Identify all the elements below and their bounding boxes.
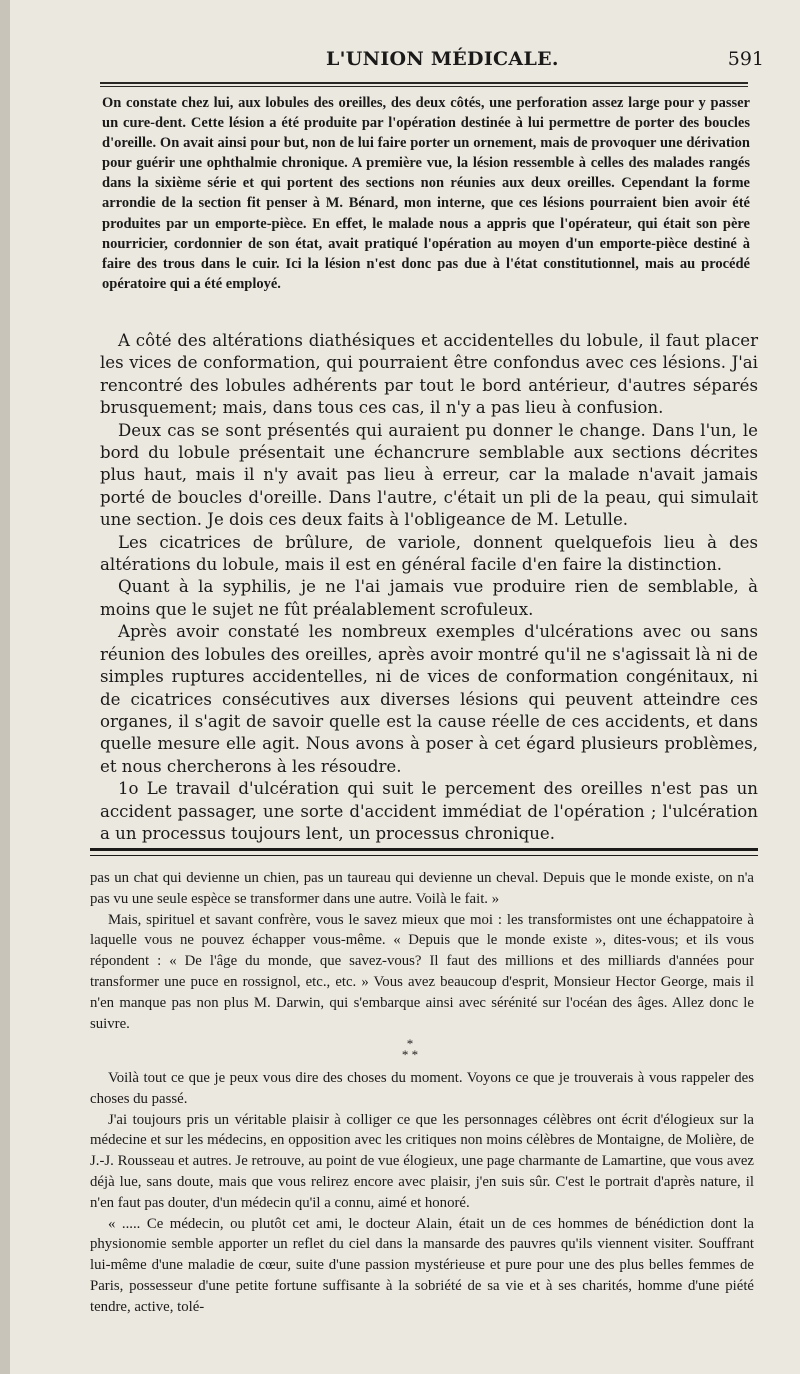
section-separator-stars: * * * (401, 1036, 419, 1062)
body-paragraph-6: 1o Le travail d'ulcération qui suit le percement des oreilles n'est pas un accident passager, une sorte d'accident immédiat de l'opération ; l'ulcération a un processus toujours lent, un processus chronique. (100, 779, 758, 843)
top-paragraph: On constate chez lui, aux lobules des oreilles, des deux côtés, une perforation assez large pour y passer un cure-dent. Cette lésion a été produite par l'opération destinée à lui permettre de porter des boucles d'oreille. On avait ainsi pour but, non de lui faire porter un ornement, mais de provoquer une dérivation pour guérir une ophthalmie chronique. A première vue, la lésion ressemble à celles des malades rangés dans la sixième série et qui portent des sections non réunies aux deux oreilles. Cependant la forme arrondie de la section fit penser à M. Bénard, mon interne, que ces lésions pourraient bien avoir été produites par un emporte-pièce. En effet, le malade nous a appris que l'opérateur, qui était son père nourricier, cordonnier de son état, avait pratiqué l'opération au moyen d'un emporte-pièce destiné à faire des trous dans le cuir. Ici la lésion n'est donc pas due à l'état constitutionnel, mais au procédé opératoire qui a été employé. (102, 95, 750, 292)
feuilleton-paragraph-3: Voilà tout ce que je peux vous dire des choses du moment. Voyons ce que je trouverais à vous rappeler des choses du passé. (90, 1070, 754, 1107)
body-paragraph-5: Après avoir constaté les nombreux exemples d'ulcérations avec ou sans réunion des lobules des oreilles, après avoir montré qu'il ne s'agissait là ni de simples ruptures accidentelles, ni de vices de conformation congénitaux, ni de cicatrices consécutives aux diverses lésions qui peuvent atteindre ces organes, il s'agit de savoir quelle est la cause réelle de ces accidents, et dans quelle mesure elle agit. Nous avons à poser à cet égard plusieurs problèmes, et nous chercherons à les résoudre. (100, 622, 758, 776)
feuilleton-rule-thin (90, 855, 758, 856)
feuilleton-rule (90, 848, 758, 851)
case-report-paragraph (102, 93, 750, 294)
header-rule (100, 82, 748, 84)
page-header (90, 44, 770, 76)
body-paragraph-1: A côté des altérations diathésiques et accidentelles du lobule, il faut placer les vices de conformation, qui pourraient être confondus avec ces lésions. J'ai rencontré des lobules adhérents par tout le bord antérieur, d'autres séparés brusquement; mais, dans tous ces cas, il n'y a pas lieu à confusion. (100, 331, 758, 418)
page-number: 591 (727, 48, 764, 70)
feuilleton-paragraph-4: J'ai toujours pris un véritable plaisir à colliger ce que les personnages célèbres ont écrit d'élogieux sur la médecine et sur les médecins, en opposition avec les critiques non moins célèbres de Montaigne, de Molière, de J.-J. Rousseau et autres. Je retrouve, au point de vue élogieux, une page charmante de Lamartine, que vous avez déjà lue, sans doute, mais que vous relirez encore avec plaisir, j'en suis sûr. C'est le portrait d'après nature, il n'en faut pas douter, d'un médecin qu'il a connu, aimé et honoré. (90, 1111, 754, 1211)
body-paragraph-4: Quant à la syphilis, je ne l'ai jamais vue produire rien de semblable, à moins que le sujet ne fût préalablement scrofuleux. (100, 577, 758, 619)
page-edge (0, 0, 10, 1374)
journal-title: L'UNION MÉDICALE. (326, 48, 559, 70)
feuilleton-paragraph-1: pas un chat qui devienne un chien, pas un taureau qui devienne un cheval. Depuis que le monde existe, on n'a pas vu une seule espèce se transformer dans une autre. Voilà le fait. » (90, 870, 754, 907)
feuilleton-paragraph-2: Mais, spirituel et savant confrère, vous le savez mieux que moi : les transformistes ont une échappatoire à laquelle vous ne pouvez échapper vous-même. « Depuis que le monde existe », dites-vous; et ils vous répondent : « De l'âge du monde, que savez-vous? Il faut des millions et des milliards d'années pour transformer une puce en rossignol, etc., etc. » Vous avez beaucoup d'esprit, Monsieur Hector George, mais il n'en manque pas non plus M. Darwin, qui s'embarque ainsi avec sérénité sur l'océan des âges. Allez donc le suivre. (90, 911, 754, 1032)
feuilleton-part-1 (90, 868, 754, 1034)
article-body (100, 330, 758, 845)
feuilleton-paragraph-5: « ..... Ce médecin, ou plutôt cet ami, le docteur Alain, était un de ces hommes de bénédiction dont la physionomie semble apporter un reflet du ciel dans la mansarde des pauvres qu'ils viennent visiter. Souffrant lui-même d'une maladie de cœur, suite d'une passion mystérieuse et pure pour une des plus belles femmes de Paris, possesseur d'une petite fortune suffisante à la sobriété de sa vie et à ses charités, homme d'une piété tendre, active, tolé- (90, 1215, 754, 1315)
body-paragraph-3: Les cicatrices de brûlure, de variole, donnent quelquefois lieu à des altérations du lobule, mais il est en général facile d'en faire la distinction. (100, 532, 758, 575)
body-paragraph-2: Deux cas se sont présentés qui auraient pu donner le change. Dans l'un, le bord du lobule présentait une échancrure semblable aux sections décrites plus haut, mais il n'y avait pas lieu à erreur, car la malade n'avait jamais porté de boucles d'oreille. Dans l'autre, c'était un pli de la peau, qui simulait une section. Je dois ces deux faits à l'obligeance de M. Letulle. (100, 420, 758, 530)
feuilleton-part-2 (90, 1068, 754, 1318)
header-rule-thin (100, 86, 748, 87)
